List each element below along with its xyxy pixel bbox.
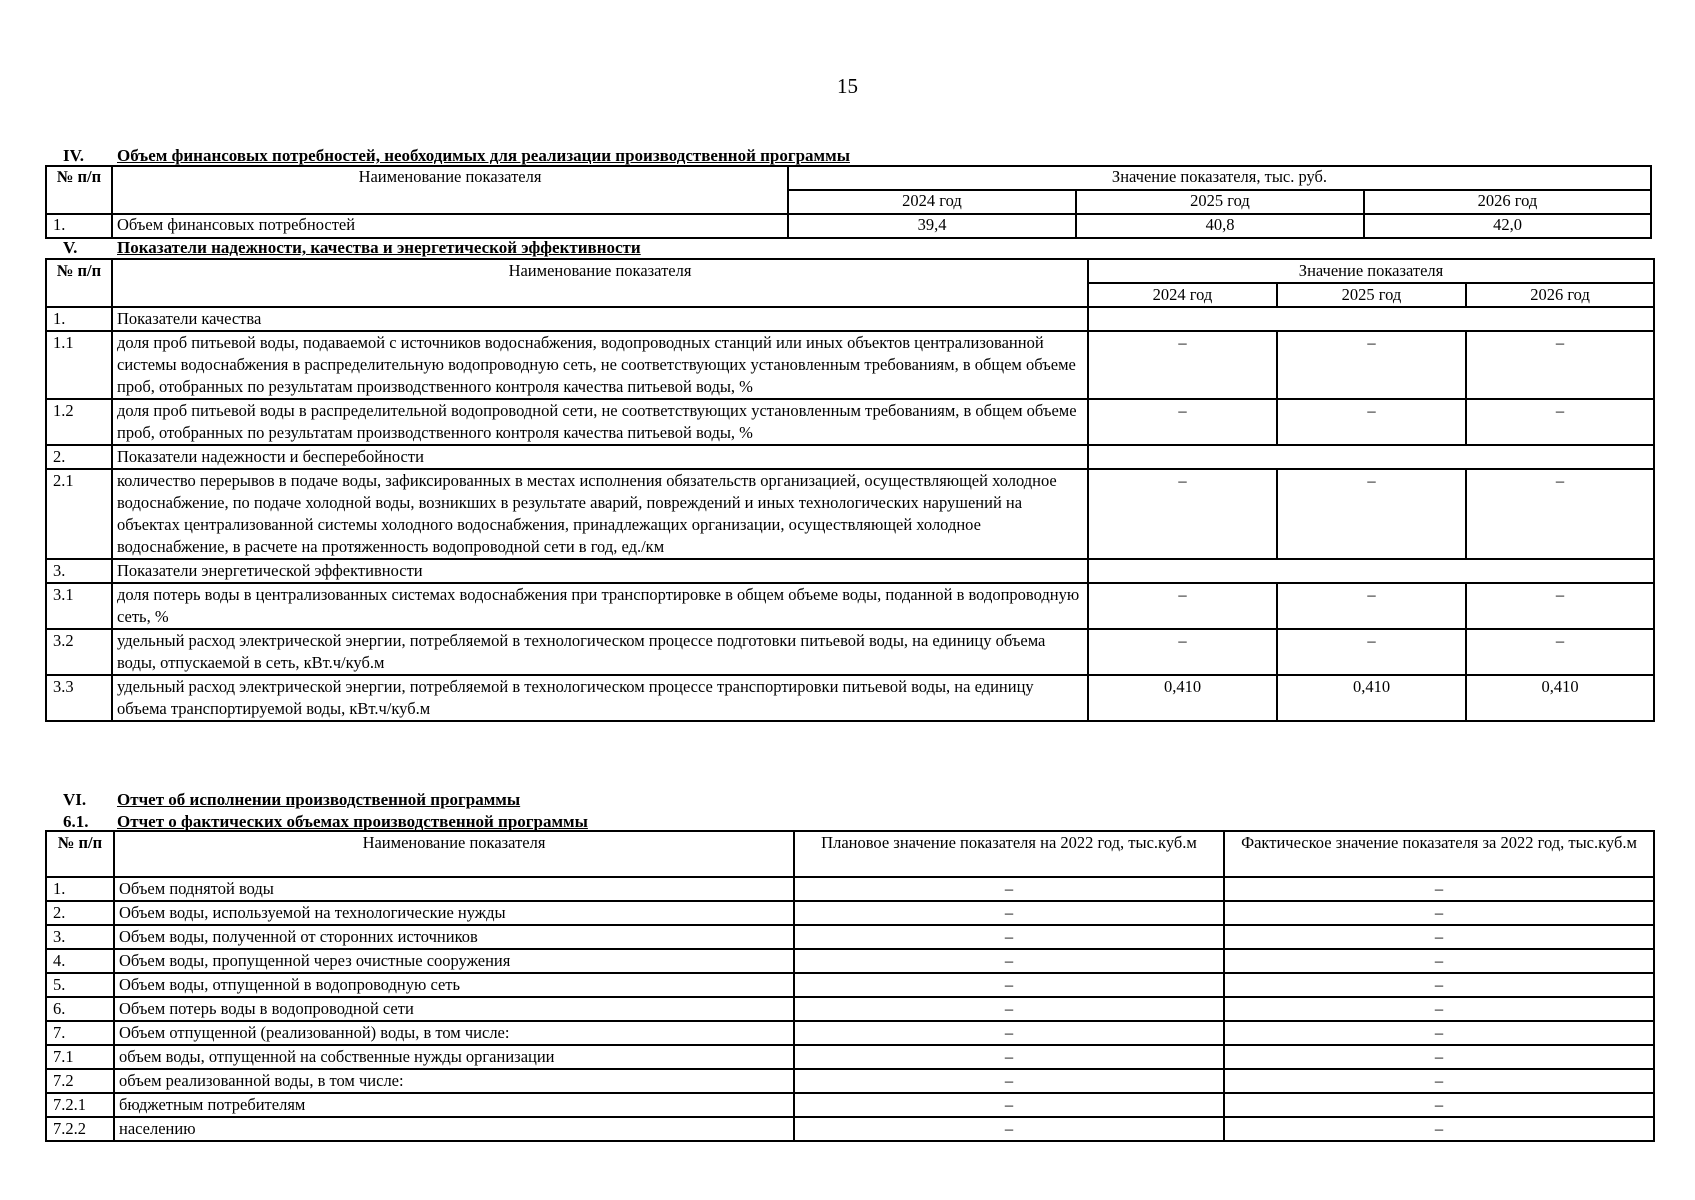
group-title: Показатели надежности и бесперебойности [112,445,1088,469]
row-plan-value: – [794,1045,1224,1069]
col-header-value: Значение показателя, тыс. руб. [788,166,1651,190]
financial-needs-table [45,165,1652,239]
empty-value-cell [1088,307,1654,331]
row-number: 1.2 [46,399,112,445]
section-6-title: Отчет об исполнении производственной программы [117,790,521,809]
row-plan-value: – [794,997,1224,1021]
section-4-number: IV. [63,146,84,165]
row-name: населению [114,1117,794,1141]
table-row [46,1069,1654,1093]
row-name: бюджетным потребителям [114,1093,794,1117]
table-row [46,997,1654,1021]
row-number: 7.1 [46,1045,114,1069]
row-number: 7.2.2 [46,1117,114,1141]
production-volumes-table [45,830,1655,1142]
row-fact-value: – [1224,1117,1654,1141]
row-value: 0,410 [1277,675,1466,721]
row-fact-value: – [1224,973,1654,997]
row-plan-value: – [794,1093,1224,1117]
row-value: – [1088,399,1277,445]
row-name: Объем отпущенной (реализованной) воды, в том числе: [114,1021,794,1045]
section-4-title: Объем финансовых потребностей, необходимых для реализации производственной программы [117,146,850,165]
table-row [46,973,1654,997]
table-row [46,445,1654,469]
row-value: – [1277,629,1466,675]
row-value: 39,4 [788,214,1076,238]
table-row [46,949,1654,973]
page-number: 15 [837,74,858,98]
row-fact-value: – [1224,949,1654,973]
row-number: 1. [46,877,114,901]
row-value: – [1277,399,1466,445]
table-row [46,925,1654,949]
row-name: Объем потерь воды в водопроводной сети [114,997,794,1021]
row-number: 6. [46,997,114,1021]
row-value: – [1466,331,1654,399]
row-value: – [1088,583,1277,629]
row-name: объем реализованной воды, в том числе: [114,1069,794,1093]
row-name: удельный расход электрической энергии, потребляемой в технологическом процессе транспортировки питьевой воды, на единицу объема транспортируемой воды, кВт.ч/куб.м [112,675,1088,721]
row-fact-value: – [1224,1045,1654,1069]
row-value: 0,410 [1466,675,1654,721]
col-header-name: Наименование показателя [112,166,788,214]
row-number: 1. [46,214,112,238]
row-name: Объем финансовых потребностей [112,214,788,238]
section-5-heading [45,236,641,257]
section-6-heading [45,788,520,809]
row-number: 3.2 [46,629,112,675]
col-header-year: 2024 год [1088,283,1277,307]
row-fact-value: – [1224,877,1654,901]
row-number: 7. [46,1021,114,1045]
table-row [46,307,1654,331]
col-header-fact: Фактическое значение показателя за 2022 год, тыс.куб.м [1224,831,1654,877]
row-number: 3.1 [46,583,112,629]
group-title: Показатели энергетической эффективности [112,559,1088,583]
empty-value-cell [1088,445,1654,469]
row-value: – [1277,469,1466,559]
row-plan-value: – [794,949,1224,973]
table-row [46,1117,1654,1141]
col-header-num: № п/п [46,831,114,877]
col-header-name: Наименование показателя [114,831,794,877]
col-header-num: № п/п [46,259,112,307]
row-fact-value: – [1224,925,1654,949]
row-plan-value: – [794,1021,1224,1045]
col-header-name: Наименование показателя [112,259,1088,307]
table-row [46,399,1654,445]
row-name: Объем поднятой воды [114,877,794,901]
table-row [46,901,1654,925]
col-header-year: 2024 год [788,190,1076,214]
col-header-year: 2025 год [1076,190,1364,214]
row-value: 40,8 [1076,214,1364,238]
row-fact-value: – [1224,901,1654,925]
reliability-quality-table [45,258,1655,722]
section-6-1-title: Отчет о фактических объемах производственной программы [117,812,588,831]
section-6-1-heading [45,810,588,831]
row-number: 5. [46,973,114,997]
row-plan-value: – [794,1069,1224,1093]
table-row [46,583,1654,629]
row-name: доля проб питьевой воды в распределительной водопроводной сети, не соответствующих установленным требованиям, в общем объеме проб, отобранных по результатам производственного контроля качества питьевой воды, % [112,399,1088,445]
table-row [46,1021,1654,1045]
row-value: – [1466,469,1654,559]
row-value: – [1088,469,1277,559]
section-4-heading [45,144,850,165]
row-value: – [1466,629,1654,675]
row-number: 2.1 [46,469,112,559]
table-row [46,469,1654,559]
row-name: количество перерывов в подаче воды, зафиксированных в местах исполнения обязательств организацией, осуществляющей холодное водоснабжение, по подаче холодной воды, возникших в результате аварий, повреждений и иных технологических нарушений на объектах централизованной системы холодного водоснабжения, принадлежащих организации, осуществляющей холодное водоснабжение, в расчете на протяженность водопроводной сети в год, ед./км [112,469,1088,559]
row-plan-value: – [794,925,1224,949]
table-row [46,331,1654,399]
row-name: Объем воды, пропущенной через очистные сооружения [114,949,794,973]
table-row [46,1045,1654,1069]
section-5-number: V. [63,238,78,257]
section-5-title: Показатели надежности, качества и энергетической эффективности [117,238,641,257]
col-header-plan: Плановое значение показателя на 2022 год, тыс.куб.м [794,831,1224,877]
row-value: – [1277,583,1466,629]
row-fact-value: – [1224,1021,1654,1045]
row-plan-value: – [794,1117,1224,1141]
row-value: – [1466,583,1654,629]
row-name: удельный расход электрической энергии, потребляемой в технологическом процессе подготовки питьевой воды, на единицу объема воды, отпускаемой в сеть, кВт.ч/куб.м [112,629,1088,675]
row-fact-value: – [1224,1093,1654,1117]
table-row [46,877,1654,901]
table-header-row [46,166,1651,190]
row-plan-value: – [794,877,1224,901]
empty-value-cell [1088,559,1654,583]
row-number: 3. [46,559,112,583]
row-plan-value: – [794,973,1224,997]
row-value: – [1088,331,1277,399]
table-header-row [46,831,1654,877]
row-number: 4. [46,949,114,973]
row-number: 2. [46,445,112,469]
row-name: Объем воды, отпущенной в водопроводную сеть [114,973,794,997]
col-header-value: Значение показателя [1088,259,1654,283]
row-name: Объем воды, используемой на технологические нужды [114,901,794,925]
row-number: 7.2 [46,1069,114,1093]
table-row [46,629,1654,675]
row-name: доля проб питьевой воды, подаваемой с источников водоснабжения, водопроводных станций или иных объектов централизованной системы водоснабжения в распределительную водопроводную сеть, не соответствующих установленным требованиям, в общем объеме проб, отобранных по результатам производственного контроля качества питьевой воды, % [112,331,1088,399]
row-fact-value: – [1224,997,1654,1021]
row-name: объем воды, отпущенной на собственные нужды организации [114,1045,794,1069]
table-row [46,1093,1654,1117]
row-value: – [1277,331,1466,399]
row-value: 0,410 [1088,675,1277,721]
col-header-year: 2026 год [1466,283,1654,307]
col-header-year: 2025 год [1277,283,1466,307]
table-header-row [46,259,1654,283]
table-row [46,214,1651,238]
group-title: Показатели качества [112,307,1088,331]
row-plan-value: – [794,901,1224,925]
row-name: доля потерь воды в централизованных системах водоснабжения при транспортировке в общем объеме воды, поданной в водопроводную сеть, % [112,583,1088,629]
col-header-num: № п/п [46,166,112,214]
section-6-1-number: 6.1. [63,812,89,831]
row-fact-value: – [1224,1069,1654,1093]
row-number: 1. [46,307,112,331]
row-number: 7.2.1 [46,1093,114,1117]
section-6-number: VI. [63,790,87,809]
row-number: 2. [46,901,114,925]
row-number: 1.1 [46,331,112,399]
row-number: 3. [46,925,114,949]
row-name: Объем воды, полученной от сторонних источников [114,925,794,949]
row-value: 42,0 [1364,214,1651,238]
table-row [46,559,1654,583]
row-number: 3.3 [46,675,112,721]
row-value: – [1088,629,1277,675]
row-value: – [1466,399,1654,445]
col-header-year: 2026 год [1364,190,1651,214]
table-row [46,675,1654,721]
